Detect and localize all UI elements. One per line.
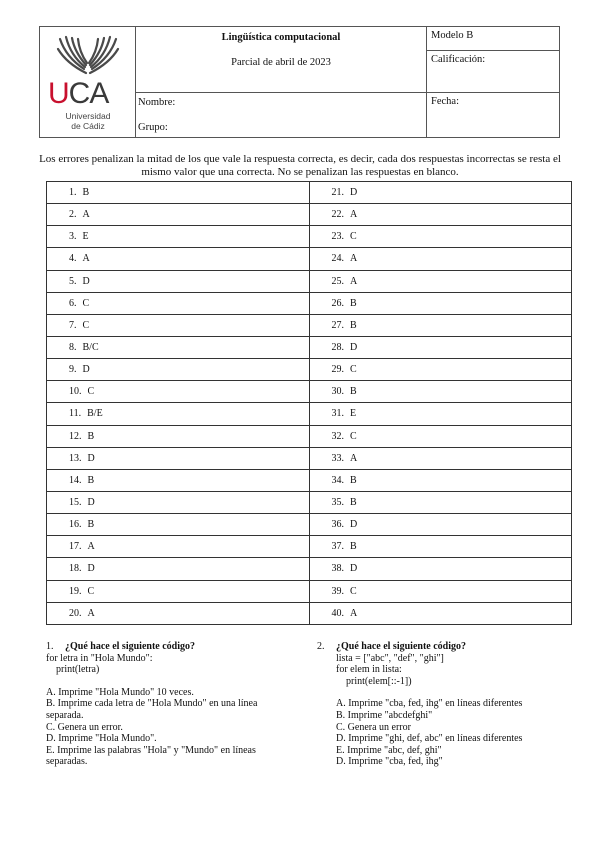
answer-cell xyxy=(310,470,573,492)
table-row xyxy=(47,293,572,315)
answer-letter: A xyxy=(82,209,90,221)
table-row xyxy=(47,470,572,492)
model-label: Modelo B xyxy=(427,27,560,51)
answer-letter: C xyxy=(350,364,357,376)
table-row xyxy=(47,581,572,603)
option-e: E. Imprime "abc, def, ghi" xyxy=(336,744,442,756)
answer-cell xyxy=(310,381,573,403)
uca-wordmark: UCA xyxy=(48,77,109,110)
table-row xyxy=(47,558,572,580)
answer-letter: D xyxy=(87,497,95,509)
exam-title: Parcial de abril de 2023 xyxy=(231,57,331,68)
date-field: Fecha: xyxy=(431,96,459,107)
question-number: 2. xyxy=(69,209,77,221)
question-number: 35. xyxy=(331,497,344,509)
answer-cell xyxy=(310,248,573,270)
name-field: Nombre: xyxy=(138,97,176,108)
answer-letter: B xyxy=(87,430,95,442)
answer-letter: B xyxy=(350,297,357,309)
answer-cell xyxy=(47,403,310,425)
question-number: 38. xyxy=(331,563,344,575)
question-number: 23. xyxy=(331,231,344,243)
option-c: C. Genera un error xyxy=(336,721,411,733)
answer-letter: D xyxy=(350,563,358,575)
question-number: 1. xyxy=(46,641,54,652)
question-number: 19. xyxy=(69,585,82,597)
question-number: 36. xyxy=(331,519,344,531)
question-number: 11. xyxy=(69,408,82,420)
answer-cell xyxy=(310,226,573,248)
question-title: ¿Qué hace el siguiente código? xyxy=(336,641,466,652)
table-row xyxy=(47,492,572,514)
answer-letter: B xyxy=(350,497,357,509)
table-row xyxy=(47,315,572,337)
table-row xyxy=(47,359,572,381)
answer-cell xyxy=(310,581,573,603)
option-a: A. Imprime "Hola Mundo" 10 veces. xyxy=(46,686,194,698)
table-row xyxy=(47,337,572,359)
answer-letter: C xyxy=(350,231,357,243)
answer-letter: C xyxy=(350,585,357,597)
answer-cell xyxy=(310,403,573,425)
code-line: print(letra) xyxy=(46,664,100,676)
answer-cell xyxy=(310,448,573,470)
answer-cell xyxy=(47,558,310,580)
answer-letter: B xyxy=(350,474,357,486)
answer-cell xyxy=(47,359,310,381)
code-line: print(elem[::-1]) xyxy=(336,675,412,687)
question-number: 1. xyxy=(69,187,77,199)
question-number: 10. xyxy=(69,386,82,398)
table-row xyxy=(47,381,572,403)
question-number: 25. xyxy=(331,275,344,287)
question-number: 17. xyxy=(69,541,82,553)
table-row xyxy=(47,536,572,558)
table-row xyxy=(47,271,572,293)
answer-letter: A xyxy=(350,253,358,265)
table-row xyxy=(47,426,572,448)
question-number: 9. xyxy=(69,364,77,376)
answer-cell xyxy=(310,337,573,359)
question-number: 37. xyxy=(331,541,344,553)
question-number: 40. xyxy=(331,607,344,619)
answer-letter: A xyxy=(87,607,95,619)
code-line: for elem in lista: xyxy=(336,664,402,676)
answer-letter: C xyxy=(87,386,95,398)
answer-letter: A xyxy=(350,275,358,287)
answer-cell xyxy=(310,271,573,293)
option-c: C. Genera un error. xyxy=(46,721,123,733)
answer-cell xyxy=(310,492,573,514)
answer-letter: B xyxy=(87,474,95,486)
question-number: 22. xyxy=(331,209,344,221)
answer-cell xyxy=(47,337,310,359)
question-title: ¿Qué hace el siguiente código? xyxy=(65,641,195,652)
code-line: lista = ["abc", "def", "ghi"] xyxy=(336,652,444,664)
answer-cell xyxy=(310,315,573,337)
answer-cell xyxy=(310,558,573,580)
answer-cell xyxy=(47,536,310,558)
answer-letter: A xyxy=(350,607,358,619)
answer-key-table xyxy=(46,181,572,625)
answer-cell xyxy=(310,426,573,448)
question-number: 8. xyxy=(69,342,77,354)
question-number: 28. xyxy=(331,342,344,354)
question-number: 16. xyxy=(69,519,82,531)
answer-cell xyxy=(47,426,310,448)
answer-letter: B xyxy=(82,187,90,199)
question-number: 13. xyxy=(69,452,82,464)
answer-letter: B xyxy=(87,519,95,531)
answer-letter: D xyxy=(82,364,90,376)
table-row xyxy=(47,603,572,625)
question-number: 3. xyxy=(69,231,77,243)
option-d: D. Imprime "Hola Mundo". xyxy=(46,733,157,745)
answer-letter: B/C xyxy=(82,342,99,354)
question-number: 32. xyxy=(331,430,344,442)
answer-cell xyxy=(47,448,310,470)
answer-cell xyxy=(47,514,310,536)
answer-letter: B xyxy=(350,386,357,398)
answer-cell xyxy=(310,536,573,558)
option-e: E. Imprime las palabras "Hola" y "Mundo" en líneas separadas. xyxy=(46,744,256,768)
table-row xyxy=(47,204,572,226)
answer-letter: A xyxy=(82,253,90,265)
answer-letter: B xyxy=(350,319,357,331)
answer-cell xyxy=(47,381,310,403)
question-number: 24. xyxy=(331,253,344,265)
uca-emblem-icon xyxy=(54,35,122,77)
name-group-cell xyxy=(136,93,427,137)
answer-letter: B/E xyxy=(87,408,103,420)
answer-cell xyxy=(47,581,310,603)
table-row xyxy=(47,403,572,425)
answer-letter: C xyxy=(87,585,95,597)
question-number: 5. xyxy=(69,275,77,287)
question-number: 21. xyxy=(331,187,344,199)
option-b: B. Imprime "abcdefghi" xyxy=(336,709,433,721)
option-d-extra: D. Imprime "cba, fed, ihg" xyxy=(336,756,443,768)
instructions: Los errores penalizan la mitad de los que vale la respuesta correcta, es decir, cada dos respuestas incorrectas se resta el mismo valor que una correcta. No se penalizan las respuestas en blanco. xyxy=(39,153,561,178)
answer-cell xyxy=(47,182,310,204)
uca-logo xyxy=(40,27,136,137)
table-row xyxy=(47,182,572,204)
question-number: 33. xyxy=(331,452,344,464)
question-number: 2. xyxy=(317,641,325,652)
grade-field: Calificación: xyxy=(427,51,560,93)
answer-letter: C xyxy=(82,297,90,309)
answer-cell xyxy=(310,359,573,381)
question-number: 26. xyxy=(331,297,344,309)
answer-cell xyxy=(310,204,573,226)
answer-letter: C xyxy=(350,430,357,442)
answer-letter: A xyxy=(350,452,358,464)
question-number: 7. xyxy=(69,319,77,331)
group-field: Grupo: xyxy=(138,122,168,133)
question-number: 14. xyxy=(69,474,82,486)
option-a: A. Imprime "cba, fed, ihg" en líneas diferentes xyxy=(336,698,523,710)
code-line: for letra in "Hola Mundo": xyxy=(46,652,153,664)
question-number: 4. xyxy=(69,253,77,265)
answer-cell xyxy=(310,514,573,536)
answer-cell xyxy=(47,226,310,248)
answer-letter: E xyxy=(350,408,357,420)
answer-letter: D xyxy=(87,452,95,464)
question-number: 30. xyxy=(331,386,344,398)
option-d: D. Imprime "ghi, def, abc" en líneas diferentes xyxy=(336,733,523,745)
question-number: 39. xyxy=(331,585,344,597)
question-number: 6. xyxy=(69,297,77,309)
table-row xyxy=(47,226,572,248)
answer-cell xyxy=(310,603,573,625)
answer-letter: A xyxy=(350,209,358,221)
exam-header xyxy=(39,26,560,138)
title-cell xyxy=(136,27,427,93)
question-number: 20. xyxy=(69,607,82,619)
question-number: 15. xyxy=(69,497,82,509)
table-row xyxy=(47,248,572,270)
answer-letter: D xyxy=(87,563,95,575)
table-row xyxy=(47,448,572,470)
option-b: B. Imprime cada letra de "Hola Mundo" en una línea separada. xyxy=(46,698,258,721)
question-number: 31. xyxy=(331,408,344,420)
answer-letter: B xyxy=(350,541,357,553)
question-number: 18. xyxy=(69,563,82,575)
university-name: Universidad de Cádiz xyxy=(65,111,111,131)
answer-letter: E xyxy=(82,231,89,243)
answer-cell xyxy=(47,204,310,226)
answer-letter: A xyxy=(87,541,95,553)
question-number: 27. xyxy=(331,319,344,331)
answer-cell xyxy=(47,315,310,337)
table-row xyxy=(47,514,572,536)
answer-cell xyxy=(310,182,573,204)
answer-letter: C xyxy=(82,319,90,331)
answer-cell xyxy=(310,293,573,315)
answer-cell xyxy=(47,492,310,514)
answer-letter: D xyxy=(350,342,358,354)
question-2 xyxy=(317,641,562,768)
answer-cell xyxy=(47,248,310,270)
answer-cell xyxy=(47,603,310,625)
answer-letter: D xyxy=(350,519,358,531)
question-number: 29. xyxy=(331,364,344,376)
question-number: 12. xyxy=(69,430,82,442)
answer-letter: D xyxy=(82,275,90,287)
answer-cell xyxy=(47,470,310,492)
answer-cell xyxy=(47,293,310,315)
question-number: 34. xyxy=(331,474,344,486)
question-1 xyxy=(46,641,286,768)
course-title: Lingüística computacional xyxy=(221,32,341,43)
answer-cell xyxy=(47,271,310,293)
answer-letter: D xyxy=(350,187,358,199)
